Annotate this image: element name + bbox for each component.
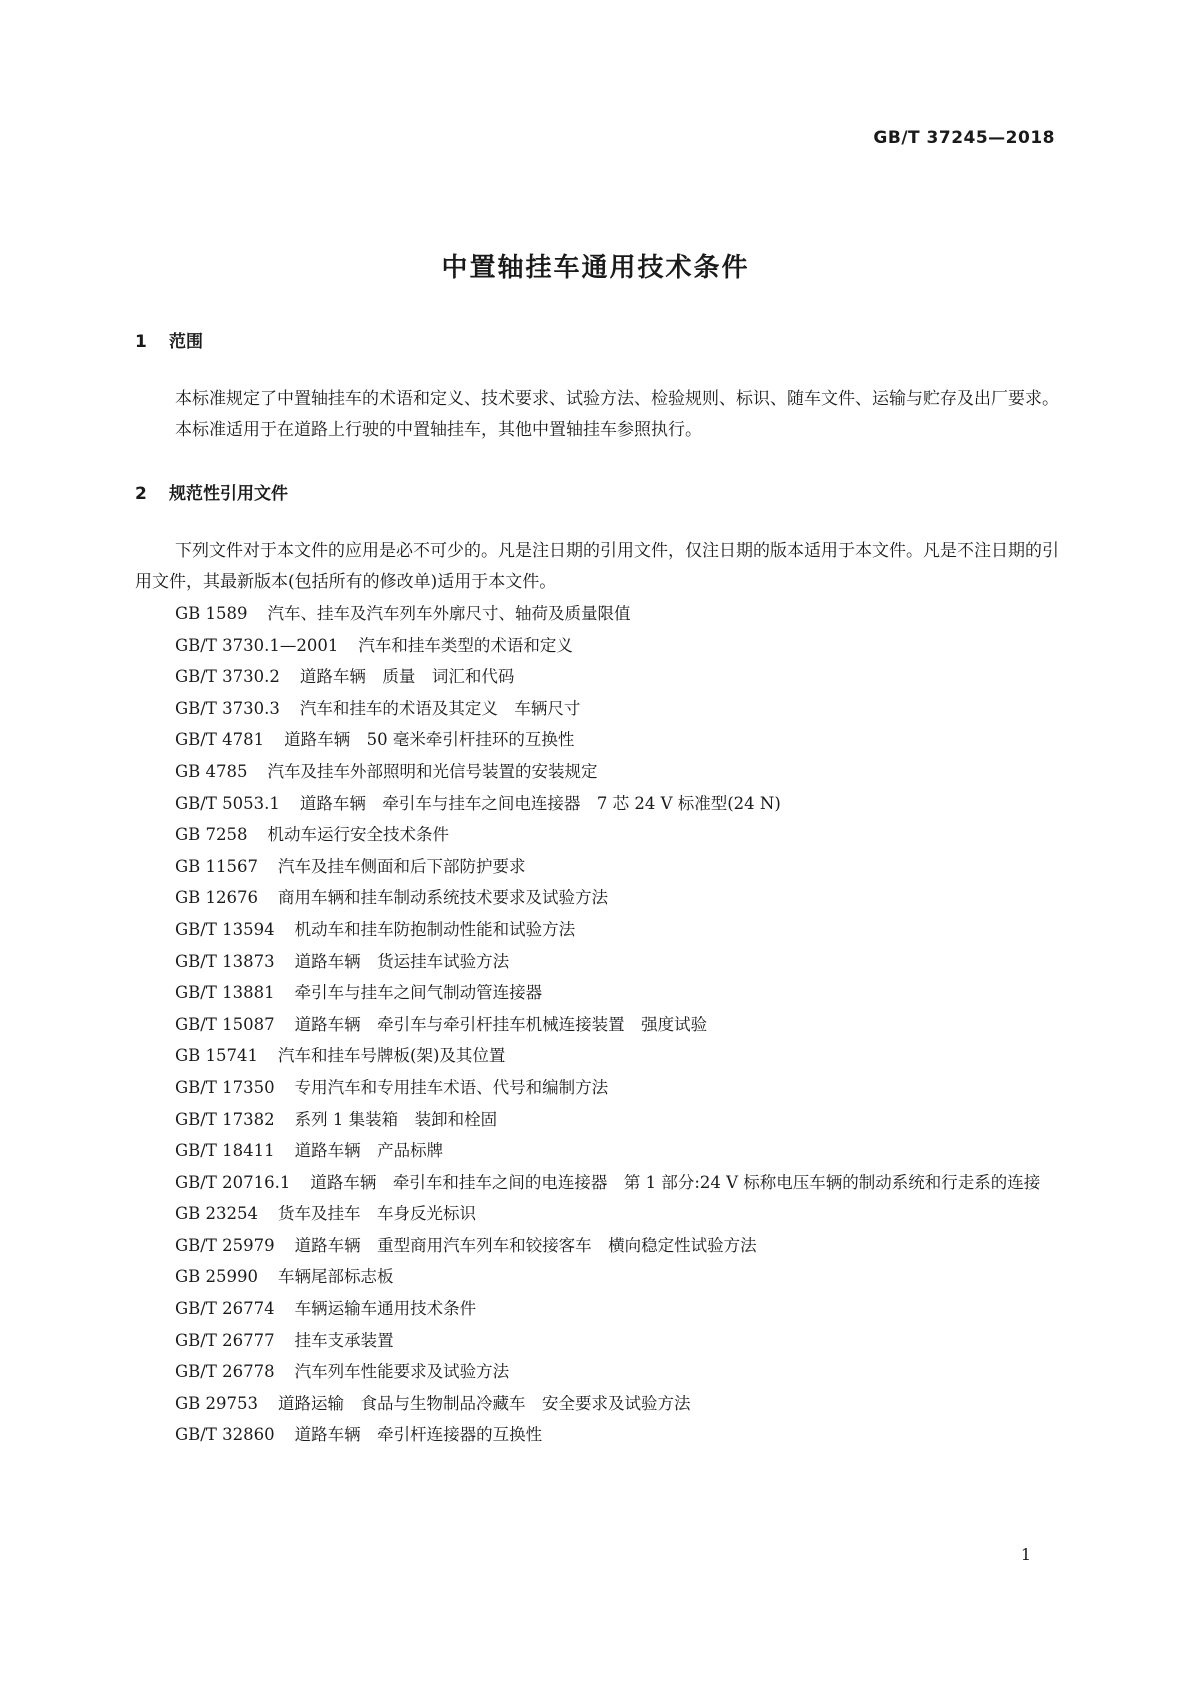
reference-code: GB/T 17382 [175, 1109, 275, 1129]
reference-code: GB/T 3730.1—2001 [175, 635, 339, 655]
reference-title: 道路车辆 质量 词汇和代码 [299, 667, 515, 687]
reference-code: GB 1589 [175, 604, 248, 623]
reference-code: GB/T 26774 [175, 1299, 275, 1319]
reference-code: GB/T 13594 [175, 919, 275, 939]
reference-code: GB/T 13873 [175, 951, 275, 971]
reference-title: 机动车和挂车防抱制动性能和试验方法 [294, 919, 576, 939]
section-title: 规范性引用文件 [169, 484, 288, 504]
reference-item [135, 1419, 1065, 1451]
page-number: 1 [1020, 1545, 1031, 1564]
reference-item [135, 1261, 1065, 1293]
reference-item [135, 1040, 1065, 1072]
reference-code: GB/T 18411 [175, 1141, 275, 1161]
reference-code: GB 29753 [175, 1393, 259, 1413]
reference-code: GB/T 4781 [175, 730, 265, 750]
section-heading [135, 482, 1065, 506]
reference-code: GB 15741 [175, 1046, 259, 1066]
reference-item [135, 661, 1065, 693]
reference-title: 道路车辆 牵引车与牵引杆挂车机械连接装置 强度试验 [294, 1014, 708, 1034]
reference-code: GB/T 26778 [175, 1362, 275, 1382]
reference-item [135, 1009, 1065, 1041]
reference-title: 汽车和挂车的术语及其定义 车辆尺寸 [299, 698, 581, 718]
section-number: 2 [135, 484, 147, 504]
reference-code: GB/T 15087 [175, 1014, 275, 1034]
reference-title: 道路车辆 货运挂车试验方法 [294, 951, 510, 971]
reference-item [135, 882, 1065, 914]
reference-item [135, 946, 1065, 978]
section-heading [135, 330, 1065, 354]
paragraph: 本标准规定了中置轴挂车的术语和定义、技术要求、试验方法、检验规则、标识、随车文件、运输与贮存及出厂要求。 [175, 389, 1059, 409]
paragraph: 本标准适用于在道路上行驶的中置轴挂车，其他中置轴挂车参照执行。 [175, 420, 702, 440]
reference-title: 专用汽车和专用挂车术语、代号和编制方法 [294, 1077, 609, 1097]
reference-title: 汽车及挂车外部照明和光信号装置的安装规定 [267, 761, 598, 781]
reference-title: 道路运输 食品与生物制品冷藏车 安全要求及试验方法 [278, 1393, 691, 1413]
reference-list [135, 598, 1065, 1451]
reference-item [135, 1135, 1065, 1167]
reference-title: 车辆运输车通用技术条件 [294, 1299, 477, 1319]
document-title: 中置轴挂车通用技术条件 [441, 253, 750, 284]
reference-title: 汽车列车性能要求及试验方法 [294, 1362, 510, 1382]
reference-item [135, 1167, 1065, 1199]
reference-title: 货车及挂车 车身反光标识 [278, 1204, 477, 1224]
reference-code: GB/T 17350 [175, 1077, 275, 1097]
standard-number: GB/T 37245—2018 [873, 128, 1055, 148]
reference-item [135, 851, 1065, 883]
reference-item [135, 914, 1065, 946]
reference-title: 道路车辆 牵引车与挂车之间电连接器 7 芯 24 V 标准型(24 N) [299, 793, 781, 813]
document-body [135, 330, 1065, 1451]
section-normative-references [135, 482, 1065, 1451]
reference-code: GB/T 20716.1 [175, 1172, 291, 1192]
reference-title: 汽车及挂车侧面和后下部防护要求 [278, 856, 526, 876]
reference-code: GB/T 3730.2 [175, 667, 280, 687]
reference-title: 汽车和挂车号牌板(架)及其位置 [278, 1046, 506, 1066]
reference-title: 道路车辆 产品标牌 [294, 1141, 444, 1161]
reference-item [135, 756, 1065, 788]
reference-item [135, 724, 1065, 756]
reference-title: 道路车辆 牵引杆连接器的互换性 [294, 1425, 543, 1445]
reference-code: GB/T 26777 [175, 1330, 275, 1350]
reference-item [135, 630, 1065, 662]
section-title: 范围 [169, 332, 203, 352]
reference-title: 道路车辆 50 毫米牵引杆挂环的互换性 [284, 730, 575, 750]
reference-title: 汽车和挂车类型的术语和定义 [358, 635, 573, 655]
reference-code: GB 11567 [175, 856, 259, 876]
reference-title: 车辆尾部标志板 [278, 1267, 394, 1287]
reference-item [135, 1325, 1065, 1357]
reference-title: 挂车支承装置 [294, 1330, 394, 1350]
reference-code: GB/T 5053.1 [175, 793, 280, 813]
reference-code: GB 7258 [175, 825, 248, 845]
reference-code: GB 23254 [175, 1204, 259, 1224]
reference-title: 汽车、挂车及汽车列车外廓尺寸、轴荷及质量限值 [267, 604, 631, 623]
reference-title: 系列 1 集装箱 装卸和栓固 [294, 1109, 498, 1129]
reference-code: GB 4785 [175, 761, 248, 781]
reference-item [135, 1388, 1065, 1420]
reference-item [135, 1104, 1065, 1136]
reference-item [135, 1293, 1065, 1325]
reference-item [135, 819, 1065, 851]
reference-code: GB 12676 [175, 888, 259, 908]
reference-title: 商用车辆和挂车制动系统技术要求及试验方法 [278, 888, 609, 908]
reference-title: 机动车运行安全技术条件 [267, 825, 450, 845]
reference-code: GB/T 32860 [175, 1425, 275, 1445]
reference-code: GB/T 25979 [175, 1235, 275, 1255]
reference-title: 牵引车与挂车之间气制动管连接器 [294, 983, 543, 1003]
reference-title: 道路车辆 重型商用汽车列车和铰接客车 横向稳定性试验方法 [294, 1235, 757, 1255]
reference-code: GB/T 13881 [175, 983, 275, 1003]
paragraph: 下列文件对于本文件的应用是必不可少的。凡是注日期的引用文件，仅注日期的版本适用于本文件。凡是不注日期的引用文件，其最新版本(包括所有的修改单)适用于本文件。 [135, 541, 1059, 592]
reference-item [135, 1198, 1065, 1230]
reference-item [135, 788, 1065, 820]
reference-title: 道路车辆 牵引车和挂车之间的电连接器 第 1 部分:24 V 标称电压车辆的制动系统和行走系的连接 [310, 1172, 1041, 1192]
reference-item [135, 693, 1065, 725]
reference-code: GB/T 3730.3 [175, 698, 280, 718]
reference-item [135, 977, 1065, 1009]
reference-item [135, 1072, 1065, 1104]
reference-item [135, 1356, 1065, 1388]
reference-item [135, 1230, 1065, 1262]
reference-code: GB 25990 [175, 1267, 259, 1287]
section-scope [135, 330, 1065, 446]
section-number: 1 [135, 332, 147, 352]
reference-item [135, 598, 1065, 630]
